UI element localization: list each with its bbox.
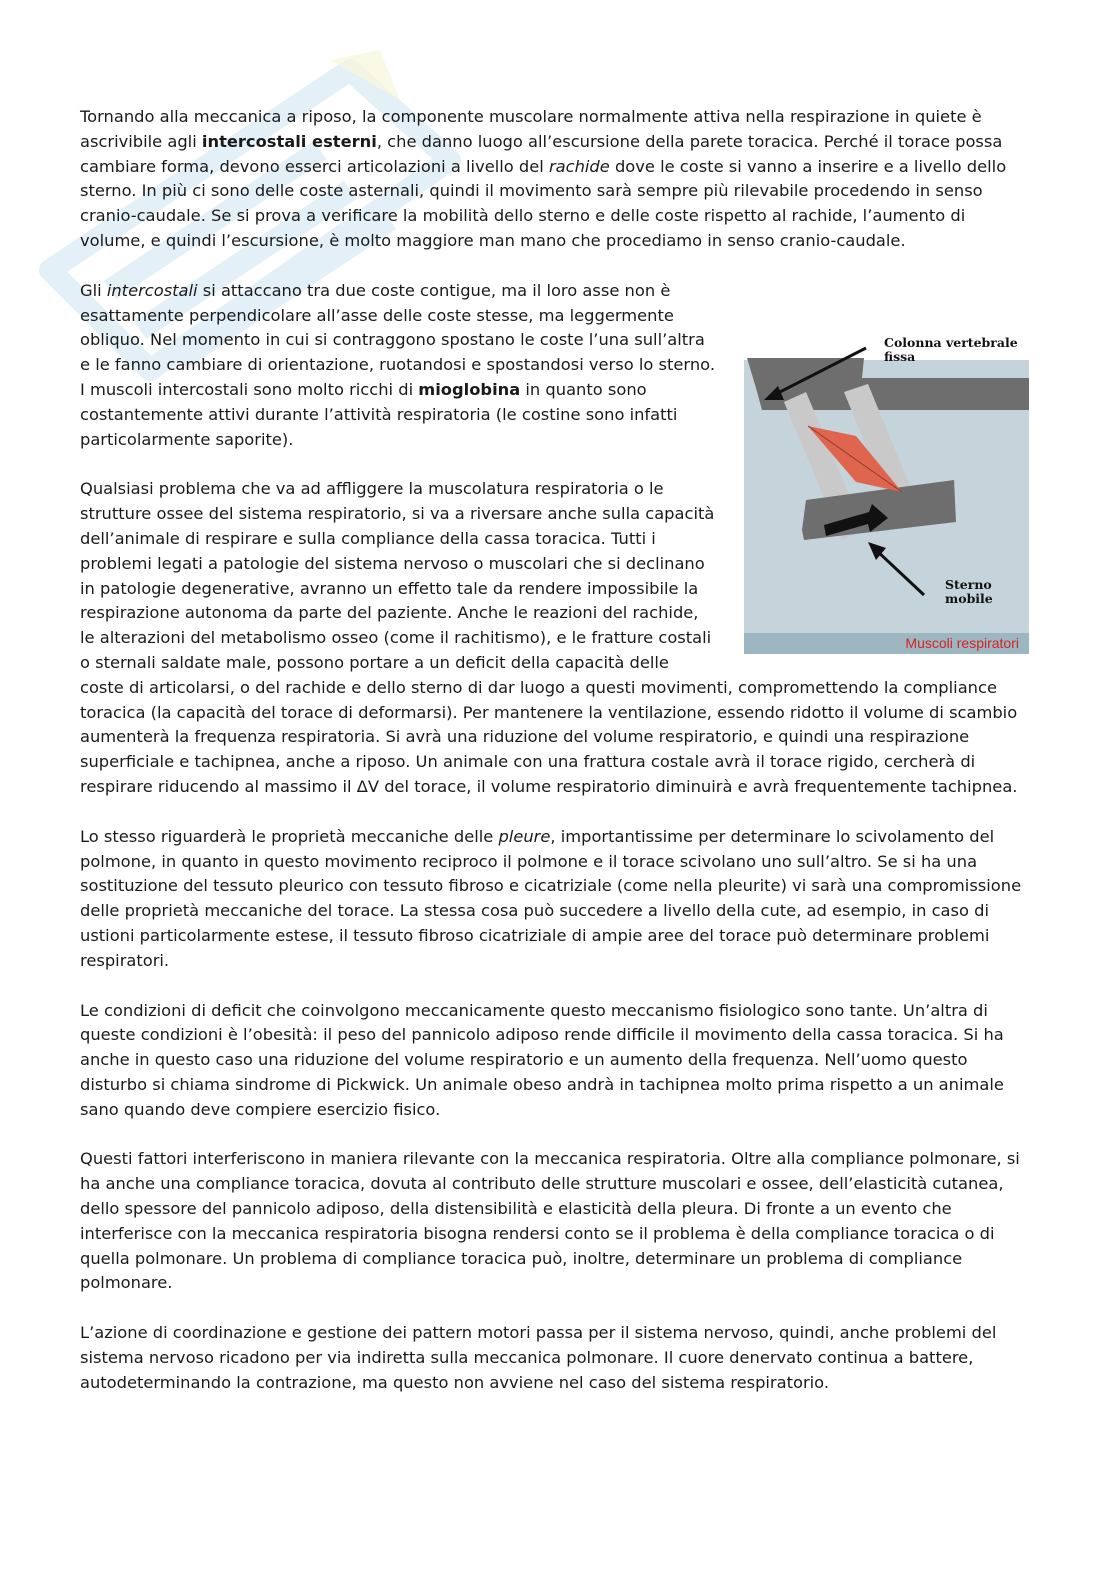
paragraph-7: L’azione di coordinazione e gestione dei pattern motori passa per il sistema nervoso, quindi, anche problemi del sistema nervoso ricadono per via indiretta sulla meccanica polmonare. Il cuore denervato continua a battere, autodeterminando la contrazione, ma questo non avviene nel caso del sistema respiratorio.: [80, 1323, 997, 1392]
respiratory-muscles-figure: [744, 334, 1029, 654]
figure-caption: Muscoli respiratori: [744, 633, 1029, 654]
paragraph-1: Tornando alla meccanica a riposo, la componente muscolare normalmente attiva nella respirazione in quiete è ascrivibile agli intercostali esterni, che danno luogo all’escursione della parete toracica. Perché il torace possa cambiare forma, devono esserci articolazioni a livello del rachide dove le coste si vanno a inserire e a livello dello sterno. In più ci sono delle coste asternali, quindi il movimento sarà sempre più rilevabile procedendo in senso cranio-caudale. Se si prova a verificare la mobilità dello sterno e delle coste rispetto al rachide, l’aumento di volume, e quindi l’escursione, è molto maggiore man mano che procediamo in senso cranio-caudale.: [80, 107, 1007, 250]
label-sternum: Sterno mobile: [945, 576, 993, 606]
paragraph-6: Questi fattori interferiscono in maniera rilevante con la meccanica respiratoria. Oltre alla compliance polmonare, si ha anche una compliance toracica, dovuta al contributo delle strutture muscolari e ossee, dell’elasticità cutanea, dello spessore del pannicolo adiposo, della distensibilità e elasticità della pleura. Di fronte a un evento che interferisce con la meccanica respiratoria bisogna rendersi conto se il problema è della compliance toracica o di quella polmonare. Un problema di compliance toracica può, inoltre, determinare un problema di compliance polmonare.: [80, 1149, 1020, 1293]
paragraph-3: Qualsiasi problema che va ad affliggere la muscolatura respiratoria o le strutture ossee del sistema respiratorio, si va a riversare anche sulla capacità dell’animale di respirare e sulla compliance della cassa toracica. Tutti i problemi legati a patologie del sistema nervoso o muscolari che si declinano in patologie degenerative, avranno un effetto tale da rendere impossibile la respirazione autonoma da parte del paziente. Anche le reazioni del rachide, le alterazioni del metabolismo osseo (come il rachitismo), e le fratture costali o sternali saldate male, possono portare a un deficit della capacità delle coste di articolarsi, o del rachide e dello sterno di dar luogo a questi movimenti, compromettendo la compliance toracica (la capacità del torace di deformarsi). Per mantenere la ventilazione, essendo ridotto il volume di scambio aumenterà la frequenza respiratoria. Si avrà una riduzione del volume respiratorio, e quindi una respirazione superficiale e tachipnea, anche a riposo. Un animale con una frattura costale avrà il torace rigido, cercherà di respirare riducendo al massimo il ΔV del torace, il volume respiratorio diminuirà e avrà frequentemente tachipnea.: [80, 479, 1018, 796]
ribs-diagram: [744, 340, 1029, 654]
label-vertebral-column: Colonna vertebrale fissa: [884, 334, 1018, 364]
paragraph-4: Lo stesso riguarderà le proprietà meccaniche delle pleure, importantissime per determinare lo scivolamento del polmone, in quanto in questo movimento reciproco il polmone e il torace scivolano uno sull’altro. Se si ha una sostituzione del tessuto pleurico con tessuto fibroso e cicatriziale (come nella pleurite) vi sarà una compromissione delle proprietà meccaniche del torace. La stessa cosa può succedere a livello della cute, ad esempio, in caso di ustioni particolarmente estese, il tessuto fibroso cicatriziale di ampie aree del torace può determinare problemi respiratori.: [80, 826, 1022, 970]
paragraph-5: Le condizioni di deficit che coinvolgono meccanicamente questo meccanismo fisiologico sono tante. Un’altra di queste condizioni è l’obesità: il peso del pannicolo adiposo rende difficile il movimento della cassa toracica. Si ha anche in questo caso una riduzione del volume respiratorio e un aumento della frequenza. Nell’uomo questo disturbo si chiama sindrome di Pickwick. Un animale obeso andrà in tachipnea molto prima rispetto a un animale sano quando deve compiere esercizio fisico.: [80, 1000, 1004, 1119]
paragraph-2: Gli intercostali si attaccano tra due coste contigue, ma il loro asse non è esattamente perpendicolare all’asse delle coste stesse, ma leggermente obliquo. Nel momento in cui si contraggono spostano le coste l’una sull’altra e le fanno cambiare di orientazione, ruotandosi e spostandosi verso lo sterno. I muscoli intercostali sono molto ricchi di mioglobina in quanto sono costantemente attivi durante l’attività respiratoria (le costine sono infatti particolarmente saporite).: [80, 280, 715, 449]
document-body: [80, 105, 1025, 1421]
